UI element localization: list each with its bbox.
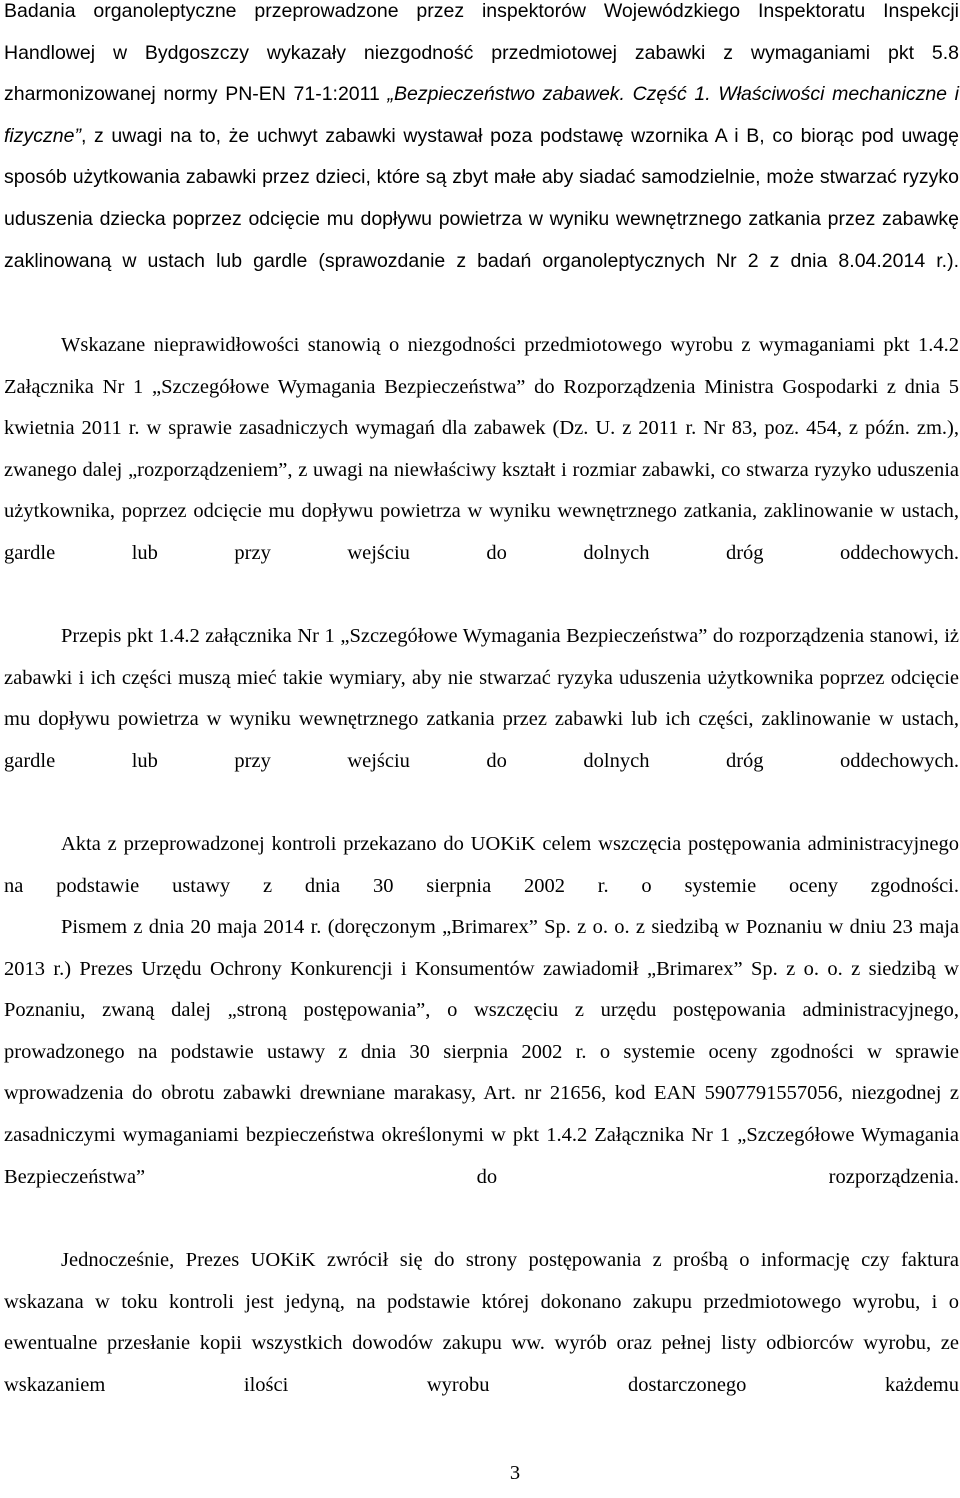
paragraph-inspection-results [4, 0, 959, 282]
paragraph-notification: Pismem z dnia 20 maja 2014 r. (doręczonym „Brimarex” Sp. z o. o. z siedzibą w Poznaniu w dniu 23 maja 2013 r.) Prezes Urzędu Ochrony Konkurencji i Konsumentów zawiadomił „Brimarex” Sp. z o. o. z siedzibą w Poznaniu, zwaną dalej „stroną postępowania”, o wszczęciu z urzędu postępowania administracyjnego, prowadzonego na podstawie ustawy z dnia 30 sierpnia 2002 r. o systemie oceny zgodności w sprawie wprowadzenia do obrotu zabawki drewniane marakasy, Art. nr 21656, kod EAN 5907791557056, niezgodnej z zasadniczymi wymaganiami bezpieczeństwa określonymi w pkt 1.4.2 Załącznika Nr 1 „Szczegółowe Wymagania Bezpieczeństwa” do rozporządzenia. [4, 916, 959, 1188]
paragraph-text: , z uwagi na to, że uchwyt zabawki wystawał poza podstawę wzornika A i B, co biorąc pod uwagę sposób użytkowania zabawki przez dzieci, które są zbyt małe aby siadać samodzielnie, może stwarzać ryzyko uduszenia dziecka poprzez odcięcie mu dopływu powietrza w wyniku wewnętrznego zatkania przez zabawkę zaklinowaną w ustach lub gardle (sprawozdanie z badań organoleptycznych Nr 2 z dnia 8.04.2014 r.). [4, 124, 959, 272]
paragraph-files-transferred: Akta z przeprowadzonej kontroli przekazano do UOKiK celem wszczęcia postępowania administracyjnego na podstawie ustawy z dnia 30 sierpnia 2002 r. o systemie oceny zgodności. [4, 833, 959, 897]
paragraph-regulation: Przepis pkt 1.4.2 załącznika Nr 1 „Szczegółowe Wymagania Bezpieczeństwa” do rozporządzenia stanowi, iż zabawki i ich części muszą mieć takie wymiary, aby nie stwarzać ryzyka uduszenia użytkownika poprzez odcięcie mu dopływu powietrza w wyniku wewnętrznego zatkania przez zabawki lub ich części, zaklinowanie w ustach, gardle lub przy wejściu do dolnych dróg oddechowych. [4, 625, 959, 772]
page-number: 3 [509, 1462, 521, 1484]
paragraph-nonconformity: Wskazane nieprawidłowości stanowią o niezgodności przedmiotowego wyrobu z wymaganiami pkt 1.4.2 Załącznika Nr 1 „Szczegółowe Wymagania Bezpieczeństwa” do Rozporządzenia Ministra Gospodarki z dnia 5 kwietnia 2011 r. w sprawie zasadniczych wymagań dla zabawek (Dz. U. z 2011 r. Nr 83, poz. 454, z późn. zm.), zwanego dalej „rozporządzeniem”, z uwagi na niewłaściwy kształt i rozmiar zabawki, co stwarza ryzyko uduszenia użytkownika, poprzez odcięcie mu dopływu powietrza w wyniku wewnętrznego zatkania, zaklinowanie w ustach, gardle lub przy wejściu do dolnych dróg oddechowych. [4, 334, 959, 564]
paragraph-request: Jednocześnie, Prezes UOKiK zwrócił się do strony postępowania z prośbą o informację czy faktura wskazana w toku kontroli jest jedyną, na podstawie której dokonano zakupu przedmiotowego wyrobu, i o ewentualne przesłanie kopii wszystkich dowodów zakupu ww. wyrób oraz pełnej listy odbiorców wyrobu, ze wskazaniem ilości wyrobu dostarczonego każdemu [4, 1249, 959, 1396]
paragraph-text: Badania organoleptyczne przeprowadzone przez inspektorów Wojewódzkiego Inspektoratu Inspekcji Handlowej w Bydgoszczy wykazały niezgodność przedmiotowej zabawki z wymaganiami pkt 5.8 zharmonizowanej normy PN-EN 71-1:2011 [4, 0, 959, 106]
standard-title: „Bezpieczeństwo zabawek. Część 1. Właściwości mechaniczne i fizyczne” [4, 83, 959, 147]
